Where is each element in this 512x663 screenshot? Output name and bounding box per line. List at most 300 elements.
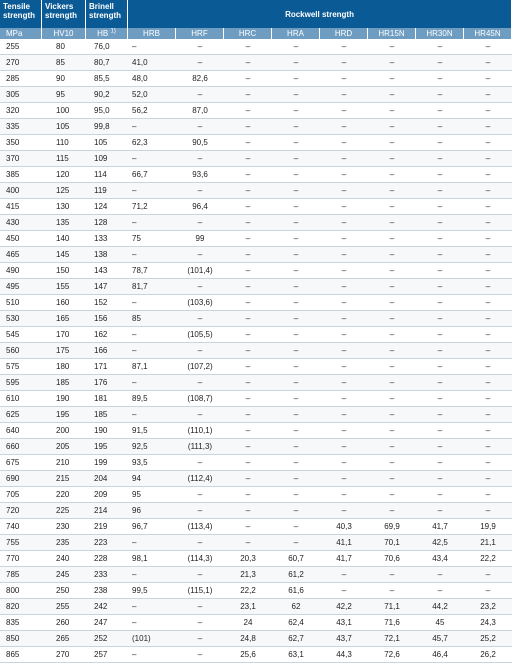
cell-rockwell-hrb: 91,5 [128, 423, 176, 439]
cell-vickers-hv10: 200 [42, 423, 86, 439]
cell-tensile-mpa: 450 [0, 231, 42, 247]
cell-rockwell-hrc: – [224, 311, 272, 327]
cell-vickers-hv10: 165 [42, 311, 86, 327]
cell-rockwell-hrd: 40,3 [320, 519, 368, 535]
cell-rockwell-hra: – [272, 103, 320, 119]
cell-rockwell-hr30n: – [416, 439, 464, 455]
cell-rockwell-hrb: – [128, 39, 176, 55]
cell-vickers-hv10: 210 [42, 455, 86, 471]
cell-tensile-mpa: 545 [0, 327, 42, 343]
cell-rockwell-hra: 62,4 [272, 615, 320, 631]
cell-rockwell-hrd: – [320, 167, 368, 183]
cell-rockwell-hra: – [272, 135, 320, 151]
cell-rockwell-hrb: 78,7 [128, 263, 176, 279]
cell-vickers-hv10: 230 [42, 519, 86, 535]
cell-rockwell-hr15n: 72,6 [368, 647, 416, 663]
cell-rockwell-hr30n: – [416, 407, 464, 423]
cell-rockwell-hrf: – [176, 151, 224, 167]
cell-rockwell-hra: – [272, 87, 320, 103]
cell-brinell-hb: 95,0 [86, 103, 128, 119]
cell-rockwell-hrc: – [224, 407, 272, 423]
cell-rockwell-hr45n: – [464, 167, 512, 183]
cell-rockwell-hrc: – [224, 215, 272, 231]
cell-vickers-hv10: 190 [42, 391, 86, 407]
cell-tensile-mpa: 640 [0, 423, 42, 439]
cell-rockwell-hrf: – [176, 631, 224, 647]
cell-vickers-hv10: 225 [42, 503, 86, 519]
cell-brinell-hb: 233 [86, 567, 128, 583]
cell-rockwell-hr30n: – [416, 263, 464, 279]
cell-vickers-hv10: 260 [42, 615, 86, 631]
cell-rockwell-hr45n: – [464, 423, 512, 439]
cell-rockwell-hr30n: – [416, 231, 464, 247]
cell-tensile-mpa: 415 [0, 199, 42, 215]
cell-vickers-hv10: 80 [42, 39, 86, 55]
cell-rockwell-hr30n: – [416, 423, 464, 439]
cell-brinell-hb: 99,8 [86, 119, 128, 135]
cell-rockwell-hr15n: – [368, 279, 416, 295]
cell-tensile-mpa: 800 [0, 583, 42, 599]
cell-brinell-hb: 199 [86, 455, 128, 471]
cell-rockwell-hr45n: – [464, 359, 512, 375]
cell-vickers-hv10: 140 [42, 231, 86, 247]
cell-rockwell-hr30n: – [416, 247, 464, 263]
cell-rockwell-hr15n: – [368, 583, 416, 599]
cell-rockwell-hr45n: – [464, 327, 512, 343]
cell-vickers-hv10: 130 [42, 199, 86, 215]
cell-rockwell-hrb: – [128, 407, 176, 423]
cell-rockwell-hr15n: – [368, 391, 416, 407]
cell-rockwell-hrb: 96,7 [128, 519, 176, 535]
cell-brinell-hb: 228 [86, 551, 128, 567]
table-row [0, 167, 512, 183]
cell-rockwell-hrf: (112,4) [176, 471, 224, 487]
cell-rockwell-hr45n: – [464, 247, 512, 263]
table-row [0, 631, 512, 647]
cell-rockwell-hrf: – [176, 407, 224, 423]
cell-rockwell-hrb: – [128, 151, 176, 167]
cell-brinell-hb: 156 [86, 311, 128, 327]
cell-brinell-hb: 166 [86, 343, 128, 359]
unit-hrd: HRD [320, 28, 368, 39]
cell-rockwell-hrc: – [224, 391, 272, 407]
cell-brinell-hb: 143 [86, 263, 128, 279]
cell-rockwell-hrc: 24 [224, 615, 272, 631]
cell-rockwell-hrf: 90,5 [176, 135, 224, 151]
cell-rockwell-hrb: – [128, 375, 176, 391]
cell-brinell-hb: 209 [86, 487, 128, 503]
table-row [0, 535, 512, 551]
cell-rockwell-hr15n: – [368, 487, 416, 503]
cell-rockwell-hr30n: – [416, 215, 464, 231]
cell-rockwell-hr30n: – [416, 39, 464, 55]
cell-rockwell-hrb: 81,7 [128, 279, 176, 295]
cell-rockwell-hr30n: – [416, 471, 464, 487]
cell-rockwell-hrb: 41,0 [128, 55, 176, 71]
cell-rockwell-hr30n: 46,4 [416, 647, 464, 663]
cell-vickers-hv10: 155 [42, 279, 86, 295]
cell-tensile-mpa: 385 [0, 167, 42, 183]
cell-rockwell-hrb: – [128, 215, 176, 231]
cell-rockwell-hr30n: – [416, 455, 464, 471]
cell-rockwell-hrc: – [224, 471, 272, 487]
cell-vickers-hv10: 85 [42, 55, 86, 71]
cell-brinell-hb: 90,2 [86, 87, 128, 103]
cell-rockwell-hrd: – [320, 71, 368, 87]
table-row [0, 71, 512, 87]
cell-rockwell-hr45n: 22,2 [464, 551, 512, 567]
cell-rockwell-hr30n: 43,4 [416, 551, 464, 567]
unit-hr45n: HR45N [464, 28, 512, 39]
cell-brinell-hb: 190 [86, 423, 128, 439]
cell-rockwell-hr45n: – [464, 71, 512, 87]
table-body [0, 39, 512, 663]
cell-brinell-hb: 195 [86, 439, 128, 455]
cell-rockwell-hr15n: 70,6 [368, 551, 416, 567]
cell-rockwell-hr45n: – [464, 103, 512, 119]
cell-rockwell-hra: – [272, 71, 320, 87]
cell-rockwell-hrd: – [320, 103, 368, 119]
unit-hb: HB [97, 29, 109, 38]
cell-rockwell-hra: – [272, 487, 320, 503]
table-row [0, 151, 512, 167]
cell-rockwell-hra: – [272, 455, 320, 471]
cell-rockwell-hrd: – [320, 327, 368, 343]
cell-rockwell-hr15n: – [368, 311, 416, 327]
cell-rockwell-hr30n: – [416, 583, 464, 599]
cell-rockwell-hrc: – [224, 199, 272, 215]
cell-rockwell-hrc: – [224, 455, 272, 471]
cell-rockwell-hrd: – [320, 119, 368, 135]
cell-rockwell-hrc: – [224, 519, 272, 535]
cell-rockwell-hra: – [272, 231, 320, 247]
cell-rockwell-hr15n: 69,9 [368, 519, 416, 535]
cell-vickers-hv10: 145 [42, 247, 86, 263]
cell-rockwell-hrf: – [176, 311, 224, 327]
cell-rockwell-hr30n: – [416, 167, 464, 183]
unit-hra: HRA [272, 28, 320, 39]
cell-rockwell-hra: – [272, 263, 320, 279]
cell-rockwell-hrf: – [176, 119, 224, 135]
cell-rockwell-hrd: – [320, 343, 368, 359]
cell-rockwell-hrb: 56,2 [128, 103, 176, 119]
cell-rockwell-hrd: – [320, 407, 368, 423]
cell-tensile-mpa: 465 [0, 247, 42, 263]
table-row [0, 135, 512, 151]
cell-tensile-mpa: 595 [0, 375, 42, 391]
cell-brinell-hb: 152 [86, 295, 128, 311]
cell-brinell-hb: 185 [86, 407, 128, 423]
cell-rockwell-hr45n: – [464, 503, 512, 519]
cell-rockwell-hr30n: – [416, 327, 464, 343]
cell-rockwell-hra: 62,7 [272, 631, 320, 647]
cell-rockwell-hrb: 93,5 [128, 455, 176, 471]
cell-rockwell-hrc: – [224, 487, 272, 503]
cell-rockwell-hrc: – [224, 183, 272, 199]
cell-rockwell-hrf: – [176, 87, 224, 103]
cell-rockwell-hr15n: – [368, 87, 416, 103]
cell-rockwell-hrb: 89,5 [128, 391, 176, 407]
cell-rockwell-hr15n: – [368, 183, 416, 199]
cell-rockwell-hrd: 42,2 [320, 599, 368, 615]
cell-rockwell-hra: 61,6 [272, 583, 320, 599]
cell-rockwell-hr15n: – [368, 375, 416, 391]
cell-brinell-hb: 162 [86, 327, 128, 343]
cell-rockwell-hr30n: – [416, 135, 464, 151]
cell-rockwell-hrb: 96 [128, 503, 176, 519]
cell-rockwell-hrf: – [176, 247, 224, 263]
table-row [0, 583, 512, 599]
cell-rockwell-hr45n: – [464, 279, 512, 295]
cell-rockwell-hr15n: – [368, 343, 416, 359]
cell-rockwell-hrc: 25,6 [224, 647, 272, 663]
cell-rockwell-hrb: 85 [128, 311, 176, 327]
cell-rockwell-hrf: (111,3) [176, 439, 224, 455]
cell-rockwell-hrd: – [320, 231, 368, 247]
table-row [0, 615, 512, 631]
cell-vickers-hv10: 135 [42, 215, 86, 231]
cell-rockwell-hrb: 62,3 [128, 135, 176, 151]
cell-rockwell-hrc: 24,8 [224, 631, 272, 647]
table-row [0, 359, 512, 375]
cell-vickers-hv10: 95 [42, 87, 86, 103]
cell-rockwell-hrc: – [224, 535, 272, 551]
cell-rockwell-hr45n: – [464, 183, 512, 199]
cell-rockwell-hrd: 41,1 [320, 535, 368, 551]
cell-rockwell-hr45n: – [464, 231, 512, 247]
hb-footnote-marker: 1) [110, 28, 116, 35]
cell-rockwell-hr30n: – [416, 279, 464, 295]
units-row [0, 28, 512, 39]
cell-rockwell-hr15n: – [368, 263, 416, 279]
cell-rockwell-hr15n: – [368, 423, 416, 439]
cell-tensile-mpa: 285 [0, 71, 42, 87]
cell-rockwell-hrf: – [176, 599, 224, 615]
cell-rockwell-hr15n: – [368, 471, 416, 487]
header-brinell-strength: Brinell strength [86, 0, 128, 28]
cell-vickers-hv10: 250 [42, 583, 86, 599]
cell-rockwell-hr15n: – [368, 119, 416, 135]
cell-rockwell-hr30n: – [416, 359, 464, 375]
cell-vickers-hv10: 110 [42, 135, 86, 151]
cell-rockwell-hr15n: – [368, 455, 416, 471]
cell-rockwell-hrd: – [320, 487, 368, 503]
cell-rockwell-hrf: – [176, 343, 224, 359]
cell-rockwell-hrf: – [176, 567, 224, 583]
cell-vickers-hv10: 205 [42, 439, 86, 455]
cell-rockwell-hrb: 71,2 [128, 199, 176, 215]
cell-brinell-hb: 242 [86, 599, 128, 615]
cell-rockwell-hrb: – [128, 183, 176, 199]
cell-rockwell-hrd: – [320, 135, 368, 151]
cell-rockwell-hra: – [272, 423, 320, 439]
cell-rockwell-hrc: – [224, 151, 272, 167]
cell-rockwell-hrb: 92,5 [128, 439, 176, 455]
cell-rockwell-hrd: 43,1 [320, 615, 368, 631]
cell-rockwell-hrf: (101,4) [176, 263, 224, 279]
cell-rockwell-hr45n: – [464, 295, 512, 311]
cell-tensile-mpa: 575 [0, 359, 42, 375]
cell-rockwell-hrc: – [224, 55, 272, 71]
cell-rockwell-hr45n: 21,1 [464, 535, 512, 551]
cell-rockwell-hrd: – [320, 39, 368, 55]
table-row [0, 471, 512, 487]
cell-rockwell-hrd: – [320, 247, 368, 263]
cell-rockwell-hr45n: – [464, 439, 512, 455]
cell-rockwell-hr45n: – [464, 199, 512, 215]
cell-rockwell-hrc: – [224, 231, 272, 247]
cell-rockwell-hr45n: – [464, 151, 512, 167]
cell-rockwell-hr30n: – [416, 71, 464, 87]
cell-rockwell-hra: – [272, 247, 320, 263]
cell-vickers-hv10: 235 [42, 535, 86, 551]
cell-rockwell-hr30n: – [416, 487, 464, 503]
cell-vickers-hv10: 220 [42, 487, 86, 503]
cell-rockwell-hra: – [272, 151, 320, 167]
cell-tensile-mpa: 255 [0, 39, 42, 55]
cell-rockwell-hr30n: 41,7 [416, 519, 464, 535]
cell-rockwell-hrd: – [320, 295, 368, 311]
cell-rockwell-hr45n: 26,2 [464, 647, 512, 663]
table-row [0, 119, 512, 135]
cell-rockwell-hrf: – [176, 39, 224, 55]
cell-brinell-hb: 214 [86, 503, 128, 519]
cell-rockwell-hrd: – [320, 183, 368, 199]
cell-brinell-hb: 109 [86, 151, 128, 167]
cell-rockwell-hr45n: 25,2 [464, 631, 512, 647]
cell-rockwell-hra: – [272, 55, 320, 71]
table-row [0, 375, 512, 391]
cell-rockwell-hrb: – [128, 343, 176, 359]
cell-rockwell-hrb: – [128, 119, 176, 135]
header-rockwell-strength: Rockwell strength [128, 0, 512, 28]
cell-rockwell-hra: – [272, 359, 320, 375]
table-row [0, 455, 512, 471]
cell-rockwell-hrb: 98,1 [128, 551, 176, 567]
cell-rockwell-hr30n: – [416, 183, 464, 199]
cell-brinell-hb: 119 [86, 183, 128, 199]
cell-rockwell-hrd: 43,7 [320, 631, 368, 647]
cell-rockwell-hr30n: 45,7 [416, 631, 464, 647]
unit-hr30n: HR30N [416, 28, 464, 39]
table-row [0, 487, 512, 503]
cell-vickers-hv10: 270 [42, 647, 86, 663]
cell-brinell-hb: 181 [86, 391, 128, 407]
cell-tensile-mpa: 835 [0, 615, 42, 631]
cell-rockwell-hrd: – [320, 503, 368, 519]
cell-rockwell-hr45n: 23,2 [464, 599, 512, 615]
table-row [0, 439, 512, 455]
cell-brinell-hb: 252 [86, 631, 128, 647]
cell-rockwell-hrb: – [128, 567, 176, 583]
table-row [0, 343, 512, 359]
cell-vickers-hv10: 175 [42, 343, 86, 359]
cell-rockwell-hrc: – [224, 119, 272, 135]
cell-rockwell-hr45n: – [464, 375, 512, 391]
cell-rockwell-hr15n: – [368, 103, 416, 119]
cell-rockwell-hrc: – [224, 87, 272, 103]
table-row [0, 407, 512, 423]
cell-rockwell-hr45n: 19,9 [464, 519, 512, 535]
cell-rockwell-hrb: (101) [128, 631, 176, 647]
cell-rockwell-hrc: – [224, 359, 272, 375]
cell-rockwell-hrc: – [224, 327, 272, 343]
cell-tensile-mpa: 495 [0, 279, 42, 295]
cell-vickers-hv10: 240 [42, 551, 86, 567]
cell-rockwell-hrb: – [128, 535, 176, 551]
cell-brinell-hb: 247 [86, 615, 128, 631]
cell-rockwell-hrd: – [320, 215, 368, 231]
cell-rockwell-hra: 62 [272, 599, 320, 615]
cell-rockwell-hrf: – [176, 455, 224, 471]
cell-rockwell-hrb: – [128, 247, 176, 263]
cell-tensile-mpa: 530 [0, 311, 42, 327]
header-vickers-strength: Vickers strength [42, 0, 86, 28]
cell-rockwell-hrb: 87,1 [128, 359, 176, 375]
cell-rockwell-hr45n: – [464, 135, 512, 151]
cell-rockwell-hr15n: – [368, 327, 416, 343]
cell-rockwell-hrb: – [128, 599, 176, 615]
cell-rockwell-hr45n: – [464, 87, 512, 103]
table-row [0, 199, 512, 215]
cell-tensile-mpa: 510 [0, 295, 42, 311]
cell-rockwell-hrd: – [320, 375, 368, 391]
cell-tensile-mpa: 675 [0, 455, 42, 471]
cell-rockwell-hrd: – [320, 471, 368, 487]
cell-rockwell-hrc: – [224, 71, 272, 87]
cell-tensile-mpa: 350 [0, 135, 42, 151]
unit-hr15n: HR15N [368, 28, 416, 39]
cell-rockwell-hr15n: 70,1 [368, 535, 416, 551]
cell-rockwell-hr30n: – [416, 343, 464, 359]
cell-rockwell-hrd: – [320, 55, 368, 71]
cell-rockwell-hrd: – [320, 359, 368, 375]
table-row [0, 311, 512, 327]
cell-rockwell-hr15n: – [368, 215, 416, 231]
cell-tensile-mpa: 370 [0, 151, 42, 167]
cell-rockwell-hrd: 41,7 [320, 551, 368, 567]
cell-vickers-hv10: 215 [42, 471, 86, 487]
cell-rockwell-hr15n: – [368, 135, 416, 151]
cell-brinell-hb: 128 [86, 215, 128, 231]
cell-tensile-mpa: 270 [0, 55, 42, 71]
cell-rockwell-hra: – [272, 279, 320, 295]
cell-rockwell-hr15n: – [368, 199, 416, 215]
table-row [0, 423, 512, 439]
cell-tensile-mpa: 660 [0, 439, 42, 455]
cell-rockwell-hrf: 82,6 [176, 71, 224, 87]
cell-tensile-mpa: 625 [0, 407, 42, 423]
table-row [0, 327, 512, 343]
cell-rockwell-hra: – [272, 343, 320, 359]
cell-rockwell-hrf: – [176, 647, 224, 663]
cell-vickers-hv10: 115 [42, 151, 86, 167]
cell-rockwell-hrd: – [320, 311, 368, 327]
cell-rockwell-hrc: 21,3 [224, 567, 272, 583]
cell-rockwell-hrc: – [224, 103, 272, 119]
cell-tensile-mpa: 490 [0, 263, 42, 279]
table-row [0, 519, 512, 535]
table-row [0, 279, 512, 295]
cell-brinell-hb: 105 [86, 135, 128, 151]
cell-rockwell-hrb: – [128, 327, 176, 343]
cell-rockwell-hra: – [272, 407, 320, 423]
cell-rockwell-hrb: – [128, 647, 176, 663]
cell-rockwell-hrc: 23,1 [224, 599, 272, 615]
cell-rockwell-hr45n: – [464, 215, 512, 231]
cell-rockwell-hr15n: – [368, 247, 416, 263]
unit-hrf: HRF [176, 28, 224, 39]
